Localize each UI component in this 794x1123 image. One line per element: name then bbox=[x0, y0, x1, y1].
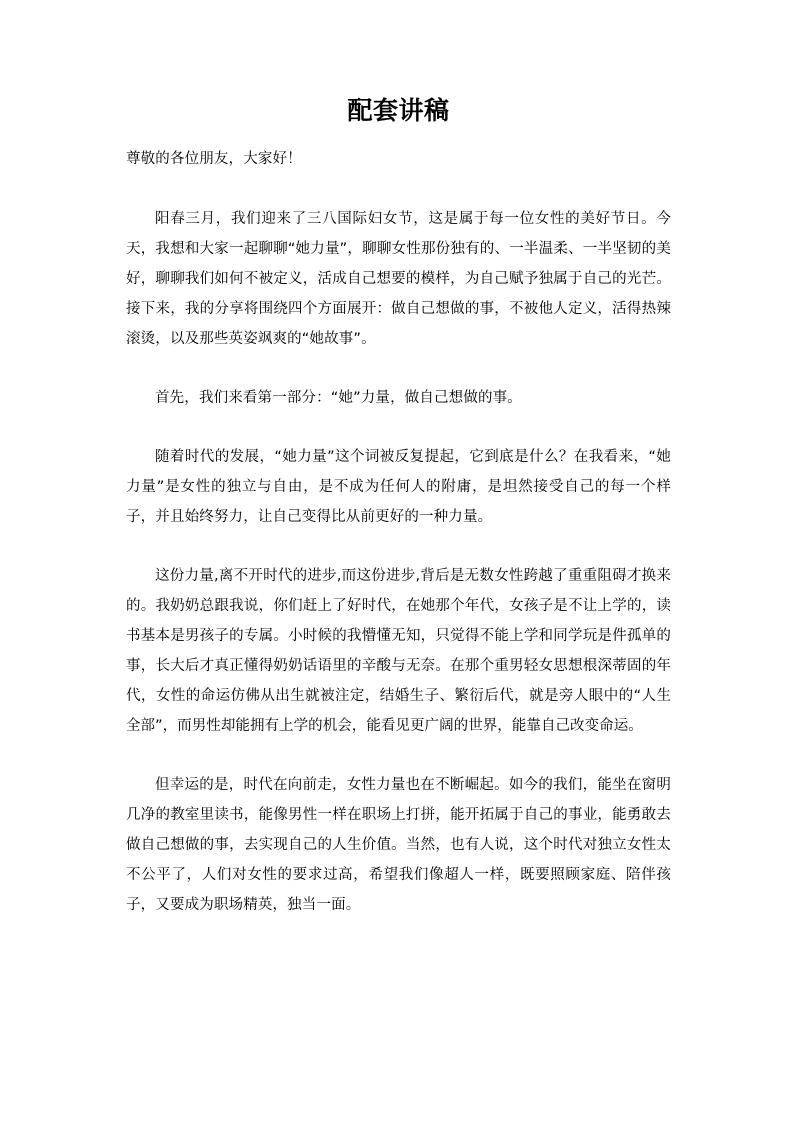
greeting-line: 尊敬的各位朋友，大家好！ bbox=[126, 151, 302, 167]
document-content bbox=[126, 0, 671, 920]
paragraph-part-one-heading: 首先，我们来看第一部分：“她”力量，做自己想做的事。 bbox=[155, 390, 522, 406]
page-title: 配套讲稿 bbox=[347, 96, 450, 125]
paragraph-fortunate-today: 但幸运的是，时代在向前走，女性力量也在不断崛起。如今的我们，能坐在窗明几净的教室里读书，能像男性一样在职场上打拼，能开拓属于自己的事业，能勇敢去做自己想做的事，去实现自己的人生价值。当然，也有人说，这个时代对独立女性太不公平了，人们对女性的要求过高，希望我们像超人一样，既要照顾家庭、陪伴孩子，又要成为职场精英，独当一面。 bbox=[126, 777, 671, 913]
paragraph-grandmother-story: 这份力量,离不开时代的进步,而这份进步,背后是无数女性跨越了重重阻碍才换来的。我奶奶总跟我说，你们赶上了好时代，在她那个年代，女孩子是不让上学的，读书基本是男孩子的专属。小时候的我懵懂无知，只觉得不能上学和同学玩是件孤单的事，长大后才真正懂得奶奶话语里的辛酸与无奈。在那个重男轻女思想根深蒂固的年代，女性的命运仿佛从出生就被注定，结婚生子、繁衍后代，就是旁人眼中的“人生全部”，而男性却能拥有上学的机会，能看见更广阔的世界，能靠自己改变命运。 bbox=[126, 568, 671, 734]
paragraph-intro: 阳春三月，我们迎来了三八国际妇女节，这是属于每一位女性的美好节日。今天，我想和大家一起聊聊“她力量”，聊聊女性那份独有的、一半温柔、一半坚韧的美好，聊聊我们如何不被定义，活成自己想要的模样，为自己赋予独属于自己的光芒。接下来，我的分享将围绕四个方面展开：做自己想做的事，不被他人定义，活得热辣滚烫，以及那些英姿飒爽的“她故事”。 bbox=[126, 211, 671, 347]
paragraph-what-is-her-power: 随着时代的发展，“她力量”这个词被反复提起，它到底是什么？在我看来，“她力量”是女性的独立与自由，是不成为任何人的附庸，是坦然接受自己的每一个样子，并且始终努力，让自己变得比从前更好的一种力量。 bbox=[126, 449, 671, 525]
